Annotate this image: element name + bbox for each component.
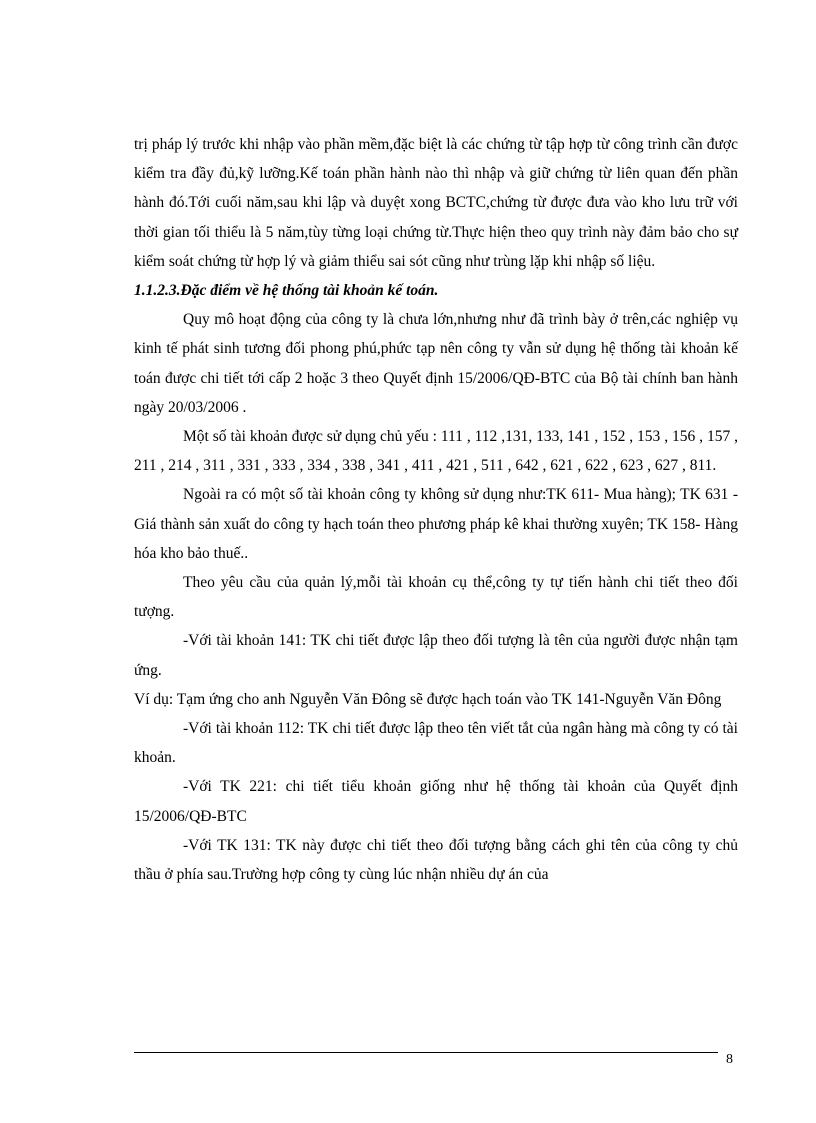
paragraph-main-accounts: Một số tài khoản được sử dụng chủ yếu : 111 , 112 ,131, 133, 141 , 152 , 153 , 156 , 157 , 211 , 214 , 311 , 331 , 333 , 334 , 338 , 341 , 411 , 421 , 511 , 642 , 621 , 622 , 623 , 627 , 811. [134,428,738,475]
section-heading: 1.1.2.3.Đặc điểm về hệ thống tài khoản kế toán. [134,282,439,300]
paragraph-example: Ví dụ: Tạm ứng cho anh Nguyễn Văn Đông sẽ được hạch toán vào TK 141-Nguyễn Văn Đông [134,690,722,708]
paragraph-account-112: -Với tài khoản 112: TK chi tiết được lập theo tên viết tắt của ngân hàng mà công ty có tài khoản. [134,720,738,767]
paragraph-detail-by-object: Theo yêu cầu của quản lý,mỗi tài khoản cụ thể,công ty tự tiến hành chi tiết theo đối tượng. [134,574,738,621]
paragraph-unused-accounts: Ngoài ra có một số tài khoản công ty không sử dụng như:TK 611- Mua hàng); TK 631 -Giá thành sản xuất do công ty hạch toán theo phương pháp kê khai thường xuyên; TK 158- Hàng hóa kho bảo thuế.. [134,486,738,562]
paragraph-account-131: -Với TK 131: TK này được chi tiết theo đối tượng bằng cách ghi tên của công ty chủ thầu ở phía sau.Trường hợp công ty cùng lúc nhận nhiều dự án của [134,836,738,884]
paragraph-document-storage: trị pháp lý trước khi nhập vào phần mềm,đặc biệt là các chứng từ tập hợp từ công trình cần được kiểm tra đầy đủ,kỹ lưỡng.Kế toán phần hành nào thì nhập và giữ chứng từ liên quan đến phần hành đó.Tới cuối năm,sau khi lập và duyệt xong BCTC,chứng từ được đưa vào kho lưu trữ với thời gian tối thiểu là 5 năm,tùy từng loại chứng từ.Thực hiện theo quy trình này đảm bảo cho sự kiểm soát chứng từ hợp lý và giảm thiểu sai sót cũng như trùng lặp khi nhập số liệu. [134,136,738,270]
footer-divider [134,1052,718,1053]
paragraph-account-141: -Với tài khoản 141: TK chi tiết được lập theo đối tượng là tên của người được nhận tạm ứng. [134,632,738,679]
paragraph-account-system: Quy mô hoạt động của công ty là chưa lớn,nhưng như đã trình bày ở trên,các nghiệp vụ kinh tế phát sinh tương đối phong phú,phức tạp nên công ty vẫn sử dụng hệ thống tài khoản kế toán được chi tiết tới cấp 2 hoặc 3 theo Quyết định 15/2006/QĐ-BTC của Bộ tài chính ban hành ngày 20/03/2006 . [134,311,738,416]
page-number: 8 [726,1052,733,1067]
page-body [134,130,738,889]
paragraph-account-221: -Với TK 221: chi tiết tiểu khoản giống như hệ thống tài khoản của Quyết định 15/2006/QĐ-BTC [134,778,738,825]
